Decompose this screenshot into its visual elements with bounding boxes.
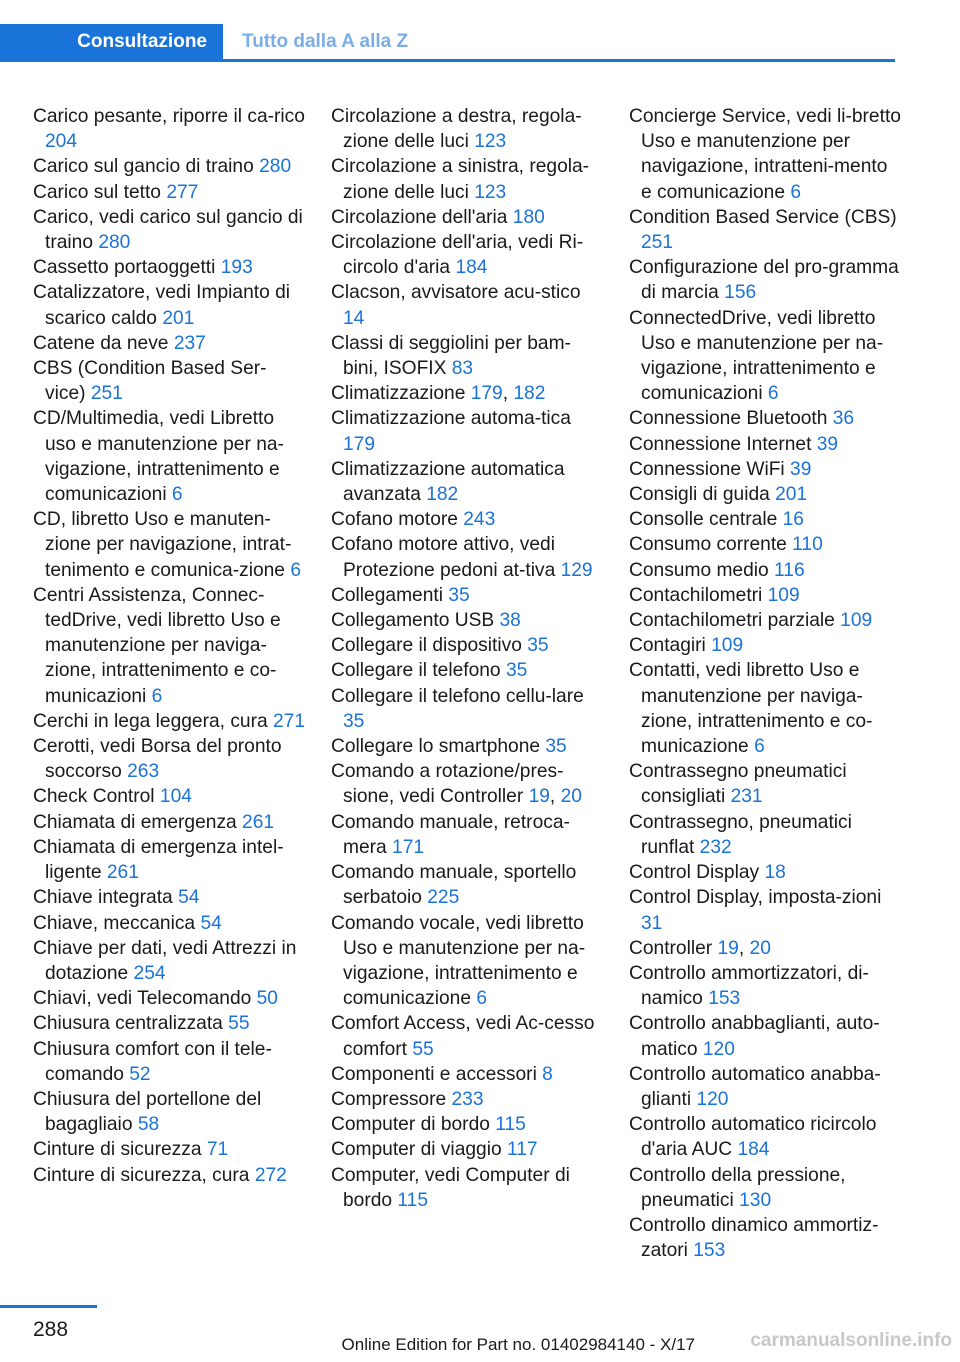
entry-term: Control Display xyxy=(629,862,765,884)
index-entry xyxy=(33,885,305,910)
entry-term: Circolazione dell'aria xyxy=(331,206,513,228)
index-entry xyxy=(331,684,603,734)
entry-term: Contachilometri parziale xyxy=(629,610,841,632)
page-link[interactable]: 6 xyxy=(754,736,765,758)
entry-term: Controller xyxy=(629,937,718,959)
footer-rule xyxy=(0,1305,97,1308)
entry-term: Circolazione a sinistra, regola-zione delle luci xyxy=(331,156,590,203)
page-link[interactable]: 277 xyxy=(166,181,199,203)
entry-term: Chiave integrata xyxy=(33,887,179,909)
section-tab[interactable]: Consultazione xyxy=(0,24,223,62)
index-entry xyxy=(629,306,901,407)
entry-term: Control Display, imposta-zioni xyxy=(629,887,882,909)
page-link[interactable]: 280 xyxy=(98,232,131,254)
page-link[interactable]: 35 xyxy=(545,736,567,758)
page-link[interactable]: 55 xyxy=(412,1038,434,1060)
index-entry xyxy=(629,860,901,885)
page-link[interactable]: 171 xyxy=(392,836,425,858)
index-entry xyxy=(629,1112,901,1162)
page-link[interactable]: 182 xyxy=(513,383,546,405)
entry-term: Concierge Service, vedi li-bretto Uso e manutenzione per navigazione, intratteni-mento e comunicazione xyxy=(629,106,901,203)
index-entry: Comando a rotazione/pres-sione, vedi Controller 19, 20 xyxy=(331,761,582,808)
page-link[interactable]: 232 xyxy=(699,836,732,858)
page-link[interactable]: 54 xyxy=(178,887,200,909)
page-link[interactable]: 35 xyxy=(505,660,528,682)
index-entry xyxy=(33,784,305,809)
entry-term: Comando manuale, sportello serbatoio xyxy=(331,862,577,909)
page-link[interactable]: 231 xyxy=(730,786,763,808)
page-link[interactable]: 55 xyxy=(228,1013,250,1035)
index-entry xyxy=(331,1163,603,1213)
page-link[interactable]: 6 xyxy=(171,484,183,506)
page-link[interactable]: 35 xyxy=(527,635,549,657)
entry-term: Controllo automatico anabba-glianti xyxy=(629,1063,881,1110)
entry-term: Condition Based Service (CBS) xyxy=(629,206,897,228)
entry-term: Carico, vedi carico sul gancio di traino xyxy=(33,206,303,254)
index-entry xyxy=(629,255,901,305)
entry-term: CBS (Condition Based Ser-vice) xyxy=(33,358,267,405)
page-link[interactable]: 184 xyxy=(455,257,488,279)
page-link[interactable]: 16 xyxy=(782,509,804,531)
page-link[interactable]: 117 xyxy=(506,1139,538,1161)
entry-term: Carico sul gancio di traino xyxy=(33,156,260,178)
index-entry xyxy=(331,104,603,154)
entry-term: Cofano motore xyxy=(331,509,464,531)
site-watermark: carmanualsonline.info xyxy=(750,1330,952,1351)
index-entry xyxy=(331,457,603,507)
index-entry xyxy=(33,406,305,507)
page-link[interactable]: 35 xyxy=(448,584,470,606)
page-link[interactable]: 130 xyxy=(739,1189,772,1211)
entry-term: Contachilometri xyxy=(629,584,768,606)
entry-term: Controllo anabbaglianti, auto-matico xyxy=(629,1013,880,1060)
index-entry xyxy=(33,1037,305,1087)
entry-term: Climatizzazione automatica avanzata xyxy=(331,458,565,506)
page-link[interactable]: 38 xyxy=(499,610,521,632)
entry-term: Climatizzazione xyxy=(331,383,471,405)
entry-term: Chiusura comfort con il tele-comando xyxy=(33,1038,272,1085)
index-entry xyxy=(33,280,305,330)
entry-term: Catalizzatore, vedi Impianto di scarico caldo xyxy=(33,282,291,329)
page-link[interactable]: 193 xyxy=(220,257,253,279)
index-entry xyxy=(331,406,603,456)
index-entry xyxy=(331,860,603,910)
page-link[interactable]: 6 xyxy=(151,685,163,707)
page-link[interactable]: 6 xyxy=(790,181,801,203)
index-entry xyxy=(331,911,603,1012)
index-entry xyxy=(331,734,603,759)
index-entry xyxy=(629,432,901,457)
index-entry xyxy=(629,1163,901,1213)
index-entry xyxy=(33,1163,305,1188)
index-entry xyxy=(331,1112,603,1137)
page-link[interactable]: 261 xyxy=(242,811,275,833)
page-link[interactable]: 263 xyxy=(127,761,160,783)
entry-term: Collegare lo smartphone xyxy=(331,736,546,758)
page-link[interactable]: 280 xyxy=(259,156,292,178)
index-entry xyxy=(629,104,901,205)
page-header xyxy=(0,24,895,62)
index-entry xyxy=(629,633,901,658)
page-link[interactable]: 19 xyxy=(717,937,739,959)
page-link[interactable]: 179 xyxy=(470,383,503,405)
entry-term: Consigli di guida xyxy=(629,484,776,506)
entry-term: Controllo della pressione, pneumatici xyxy=(629,1164,846,1211)
index-entry xyxy=(629,885,901,935)
page-link[interactable]: 201 xyxy=(162,307,195,329)
page-link[interactable]: 39 xyxy=(816,433,839,455)
index-entry xyxy=(331,507,603,532)
entry-term: Componenti e accessori xyxy=(331,1063,543,1085)
page-link[interactable]: 243 xyxy=(463,509,496,531)
index-entry xyxy=(629,205,901,255)
index-entry xyxy=(629,507,901,532)
entry-term: CD/Multimedia, vedi Libretto uso e manutenzione per na-vigazione, intrattenimento e comunicazioni xyxy=(33,408,284,506)
page-link[interactable]: 20 xyxy=(749,937,771,959)
entry-term: Chiusura del portellone del bagagliaio xyxy=(33,1088,262,1136)
index-entry xyxy=(331,230,603,280)
index-entry xyxy=(629,759,901,809)
index-entry xyxy=(331,331,603,381)
page-link[interactable]: 18 xyxy=(764,862,786,884)
index-entry xyxy=(331,154,603,204)
index-entry xyxy=(629,583,901,608)
page-link[interactable]: 204 xyxy=(45,131,78,153)
entry-term: Catene da neve xyxy=(33,332,174,354)
page-link[interactable]: 71 xyxy=(206,1139,229,1161)
index-entry: Climatizzazione 179, 182 xyxy=(331,383,546,405)
page-link[interactable]: 19 xyxy=(528,786,550,808)
page-link[interactable]: 6 xyxy=(476,988,487,1010)
entry-term: Chiave per dati, vedi Attrezzi in dotazione xyxy=(33,937,297,984)
page-link[interactable]: 153 xyxy=(708,988,741,1010)
index-entry xyxy=(331,1062,603,1087)
index-entry xyxy=(33,835,305,885)
page-link[interactable]: 271 xyxy=(272,710,305,732)
index-entry xyxy=(33,583,305,709)
index-entry xyxy=(629,1213,901,1263)
page-link[interactable]: 251 xyxy=(641,232,674,254)
index-entry xyxy=(33,154,305,179)
entry-term: Controllo dinamico ammortiz-zatori xyxy=(629,1214,879,1262)
entry-term: Collegamento USB xyxy=(331,610,500,632)
entry-term: Centri Assistenza, Connec-tedDrive, vedi libretto Uso e manutenzione per naviga-zione, intrattenimento e co-municazioni xyxy=(33,584,281,707)
entry-term: Circolazione a destra, regola-zione delle luci xyxy=(331,106,582,153)
index-entry xyxy=(33,936,305,986)
entry-term: CD, libretto Uso e manuten-zione per navigazione, intrat-tenimento e comunica-zione xyxy=(33,509,292,581)
entry-term: Chiamata di emergenza xyxy=(33,811,243,833)
index-entry xyxy=(33,911,305,936)
index-entry xyxy=(33,507,305,583)
entry-term: Comfort Access, vedi Ac-cesso comfort xyxy=(331,1013,595,1060)
page-link[interactable]: 251 xyxy=(90,383,123,405)
page-link[interactable]: 201 xyxy=(775,484,808,506)
entry-term: Comando a rotazione/pres-sione, vedi Controller xyxy=(331,761,564,808)
entry-term: Connessione WiFi xyxy=(629,458,791,480)
page-link[interactable]: 120 xyxy=(696,1088,729,1110)
entry-term: Chiamata di emergenza intel-ligente xyxy=(33,836,284,884)
index-entry xyxy=(33,709,305,734)
entry-term: Connessione Internet xyxy=(629,433,817,455)
index-entry xyxy=(33,734,305,784)
entry-term: Comando vocale, vedi libretto Uso e manutenzione per na-vigazione, intrattenimento e comunicazione xyxy=(331,912,586,1010)
page-link[interactable]: 272 xyxy=(254,1164,287,1186)
index-entry xyxy=(331,1137,603,1162)
index-entry xyxy=(629,961,901,1011)
entry-term: Classi di seggiolini per bam-bini, ISOFIX xyxy=(331,332,571,380)
page-link[interactable]: 180 xyxy=(512,206,545,228)
page-link[interactable]: 254 xyxy=(133,962,166,984)
page-link[interactable]: 115 xyxy=(495,1114,526,1136)
index-entry xyxy=(331,205,603,230)
subsection-tab[interactable]: Tutto dalla A alla Z xyxy=(242,31,409,52)
index-entry xyxy=(33,810,305,835)
page-link[interactable]: 52 xyxy=(129,1063,151,1085)
index-entry xyxy=(33,205,305,255)
index-entry xyxy=(629,608,901,633)
entry-term: Chiavi, vedi Telecomando xyxy=(33,988,257,1010)
page-link[interactable]: 123 xyxy=(474,181,507,203)
entry-term: Consumo corrente xyxy=(629,534,793,556)
page-link[interactable]: 14 xyxy=(343,307,365,329)
entry-term: Comando manuale, retroca-mera xyxy=(331,811,570,858)
entry-term: Contatti, vedi libretto Uso e manutenzione per naviga-zione, intrattenimento e co-municazione xyxy=(629,660,873,758)
index-entry xyxy=(33,986,305,1011)
entry-term: Check Control xyxy=(33,786,160,808)
index-entry xyxy=(331,1011,603,1061)
page-link[interactable]: 115 xyxy=(397,1189,428,1211)
page-link[interactable]: 35 xyxy=(343,710,365,732)
index-entry xyxy=(33,104,305,154)
entry-term: Cerotti, vedi Borsa del pronto soccorso xyxy=(33,736,282,783)
entry-term: Chiusura centralizzata xyxy=(33,1013,229,1035)
page-link[interactable]: 109 xyxy=(840,610,873,632)
entry-term: Chiave, meccanica xyxy=(33,912,201,934)
page-link[interactable]: 237 xyxy=(173,332,206,354)
page-link[interactable]: 58 xyxy=(137,1114,160,1136)
index-entry xyxy=(331,280,603,330)
index-entry xyxy=(33,1137,305,1162)
page-link[interactable]: 153 xyxy=(693,1240,726,1262)
page-link[interactable]: 233 xyxy=(451,1088,484,1110)
page-link[interactable]: 36 xyxy=(832,408,855,430)
index-column-3 xyxy=(629,104,901,1263)
index-entry xyxy=(331,532,603,582)
entry-term: Contrassegno, pneumatici runflat xyxy=(629,811,852,858)
index-column-1 xyxy=(33,104,305,1188)
page-link[interactable]: 39 xyxy=(790,458,812,480)
index-entry xyxy=(33,1087,305,1137)
entry-term: Controllo automatico ricircolo d'aria AUC xyxy=(629,1114,877,1161)
index-entry: Controller 19, 20 xyxy=(629,937,771,959)
entry-term: Collegare il dispositivo xyxy=(331,635,528,657)
entry-term: Compressore xyxy=(331,1088,452,1110)
entry-term: Consolle centrale xyxy=(629,509,783,531)
page-link[interactable]: 54 xyxy=(200,912,222,934)
page-number: 288 xyxy=(33,1318,69,1341)
entry-term: Consumo medio xyxy=(629,559,775,581)
index-entry xyxy=(629,810,901,860)
entry-term: Cofano motore attivo, vedi Protezione pedoni at-tiva xyxy=(331,534,561,581)
index-entry xyxy=(331,1087,603,1112)
page-link[interactable]: 6 xyxy=(290,559,301,581)
index-entry xyxy=(629,482,901,507)
entry-term: Collegare il telefono cellu-lare xyxy=(331,685,584,707)
page-link[interactable]: 31 xyxy=(641,912,663,934)
entry-term: Clacson, avvisatore acu-stico xyxy=(331,282,581,304)
page-link[interactable]: 129 xyxy=(560,559,593,581)
index-entry xyxy=(629,1011,901,1061)
index-entry xyxy=(33,180,305,205)
index-entry xyxy=(33,255,305,280)
page-link[interactable]: 179 xyxy=(343,433,376,455)
page-link[interactable]: 104 xyxy=(159,786,192,808)
index-entry xyxy=(331,810,603,860)
page-link[interactable]: 116 xyxy=(774,559,805,581)
entry-term: Circolazione dell'aria, vedi Ri-circolo d'aria xyxy=(331,232,584,279)
entry-term: Cassetto portaoggetti xyxy=(33,257,221,279)
page-link[interactable]: 123 xyxy=(474,131,507,153)
page-link[interactable]: 109 xyxy=(767,584,800,606)
entry-term: Cinture di sicurezza xyxy=(33,1139,207,1161)
entry-term: Cinture di sicurezza, cura xyxy=(33,1164,255,1186)
entry-term: Carico pesante, riporre il ca-rico xyxy=(33,106,305,127)
entry-term: Contrassegno pneumatici consigliati xyxy=(629,761,847,808)
index-entry xyxy=(331,658,603,683)
entry-term: Carico sul tetto xyxy=(33,181,167,203)
page-link[interactable]: 83 xyxy=(451,358,474,380)
entry-term: Contagiri xyxy=(629,635,712,657)
page-link[interactable]: 6 xyxy=(767,383,779,405)
page-link[interactable]: 120 xyxy=(702,1038,735,1060)
index-entry xyxy=(629,406,901,431)
page-link[interactable]: 182 xyxy=(426,484,459,506)
page-link[interactable]: 261 xyxy=(106,862,139,884)
entry-term: Computer di bordo xyxy=(331,1114,496,1136)
index-entry xyxy=(629,457,901,482)
index-entry xyxy=(33,356,305,406)
entry-term: Computer di viaggio xyxy=(331,1139,507,1161)
page-link[interactable]: 50 xyxy=(256,988,278,1010)
page-link[interactable]: 110 xyxy=(792,534,823,556)
page-link[interactable]: 184 xyxy=(737,1139,770,1161)
index-column-2 xyxy=(331,104,603,1213)
entry-term: Collegare il telefono xyxy=(331,660,506,682)
page-link[interactable]: 8 xyxy=(542,1063,553,1085)
page-link[interactable]: 156 xyxy=(724,282,757,304)
page-link[interactable]: 109 xyxy=(711,635,744,657)
entry-term: Configurazione del pro-gramma di marcia xyxy=(629,257,899,304)
index-entry xyxy=(33,1011,305,1036)
entry-term: Controllo ammortizzatori, di-namico xyxy=(629,962,869,1010)
index-entry xyxy=(629,1062,901,1112)
entry-term: Collegamenti xyxy=(331,584,449,606)
index-entry xyxy=(331,633,603,658)
entry-term: Cerchi in lega leggera, cura xyxy=(33,710,273,732)
index-entry xyxy=(629,532,901,557)
entry-term: Computer, vedi Computer di bordo xyxy=(331,1164,570,1211)
entry-term: Climatizzazione automa-tica xyxy=(331,408,571,430)
entry-term: ConnectedDrive, vedi libretto Uso e manutenzione per na-vigazione, intrattenimento e comunicazioni xyxy=(629,307,884,405)
page-link[interactable]: 225 xyxy=(427,887,460,909)
page-link[interactable]: 20 xyxy=(560,786,582,808)
index-entry xyxy=(629,658,901,759)
index-entry xyxy=(331,608,603,633)
index-entry xyxy=(331,583,603,608)
entry-term: Connessione Bluetooth xyxy=(629,408,833,430)
index-entry xyxy=(629,558,901,583)
index-entry xyxy=(33,331,305,356)
edition-note: Online Edition for Part no. 01402984140 - X/17 xyxy=(341,1335,695,1354)
